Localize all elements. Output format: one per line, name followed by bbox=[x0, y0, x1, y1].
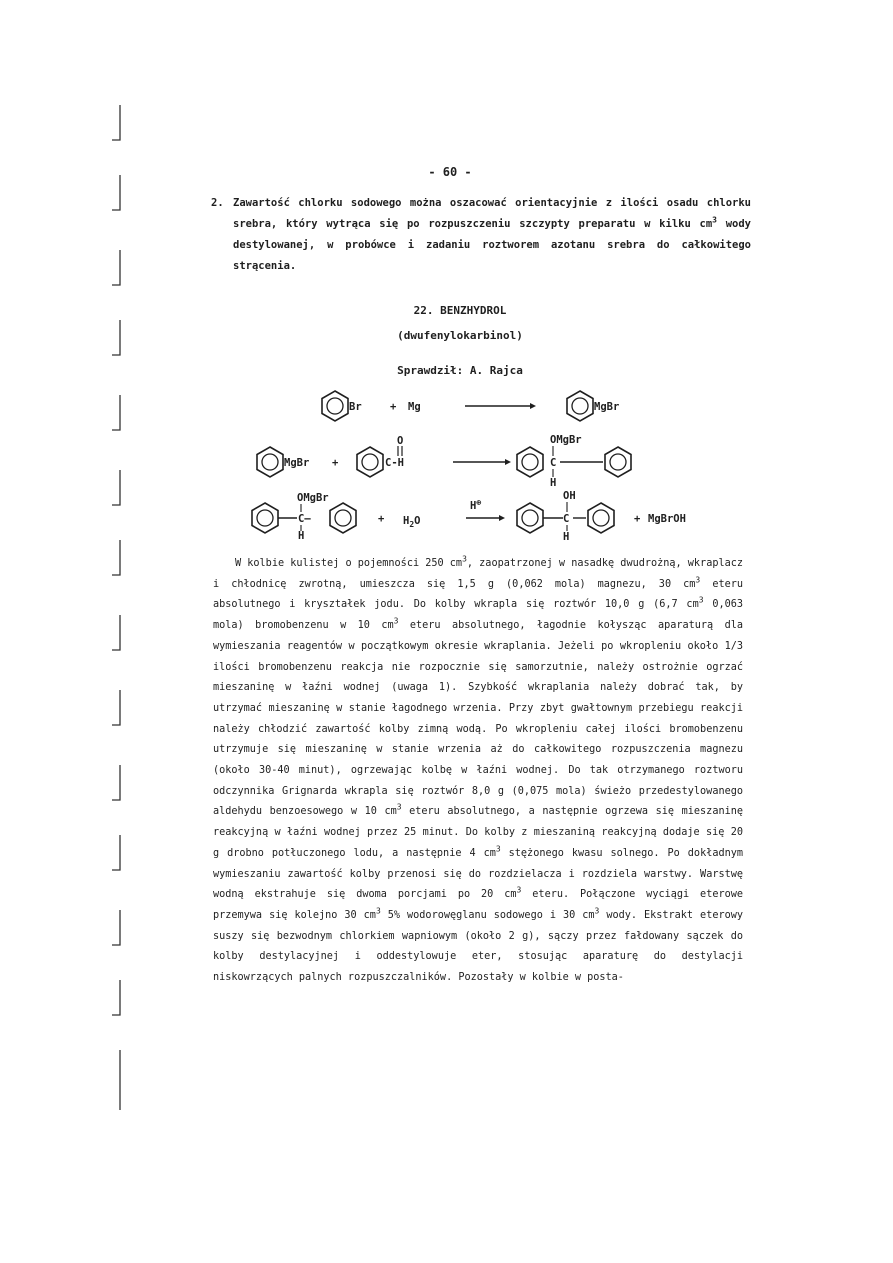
r3-plus2: + bbox=[634, 513, 641, 525]
benzene-ring bbox=[517, 447, 543, 477]
procedure-paragraph: W kolbie kulistej o pojemności 250 $cm^3$, zaopatrzonej w nasadkę dwudrożną, wkraplacz i chłodnicę zwrotną, umieszcza się 1,5 g (0,062 mola) magnezu, 30 $cm^3$ eteru absolutnego i kryształek jodu. Do kolby wkrapla się roztwór 10,0 g (6,7 $cm^3$ 0,063 mola) bromobenzenu w 10 $cm^3$ eteru absolutnego, łagodnie kołysząc aparaturą dla wymieszania reagentów w początkowym okresie wkraplania. Jeżeli po wkropleniu około 1/3 ilości bromobenzenu reakcja nie rozpocznie się samorzutnie, należy ostrożnie ogrzać mieszaninę w łaźni wodnej (uwaga 1). Szybkość wkraplania należy dobrać tak, by utrzymać mieszaninę w stanie łagodnego wrzenia. Przy zbyt gwałtownym przebiegu reakcji należy chłodzić zawartość kolby zimną wodą. Po wkropleniu całej ilości bromobenzenu utrzymuje się mieszaninę w stanie wrzenia aż do całkowitego rozpuszczenia magnezu (około 30-40 minut), ogrzewając kolbę w łaźni wodnej. Do tak otrzymanego roztworu odczynnika Grignarda wkrapla się roztwór 8,0 g (0,075 mola) świeżo przedestylowanego aldehydu benzoesowego w 10 $cm^3$ eteru absolutnego, a następnie ogrzewa się mieszaninę reakcyjną w łaźni wodnej przez 25 minut. Do kolby z mieszaniną reakcyjną dodaje się 20 g drobno potłuczonego lodu, a następnie 4 $cm^3$ stężonego kwasu solnego. Po dokładnym wymieszaniu zawartość kolby przenosi się do rozdzielacza i rozdziela warstwy. Warstwę wodną ekstrahuje się dwoma porcjami po 20 $cm^3$ eteru. Połączone wyciągi eterowe przemywa się kolejno 30 $cm^3$ 5% wodorowęglanu sodowego i 30 $cm^3$ wody. Ekstrakt eterowy suszy się bezwodnym chlorkiem wapniowym (około 2 g), sączy przez fałdowany sączek do kolby destylacyjnej i oddestylowuje eter, stosując aparaturę do destylacji niskowrzących palnych rozpuszczalników. Pozostały w kolbie w posta- bbox=[213, 554, 743, 984]
reaction-3 bbox=[252, 490, 686, 543]
r3-omgbr: OMgBr bbox=[297, 492, 329, 504]
checked-by: Sprawdził: A. Rajca bbox=[397, 364, 523, 377]
reaction-1 bbox=[322, 391, 619, 421]
r3-mgbroh: MgBrOH bbox=[648, 513, 686, 525]
r2-ch: C-H bbox=[385, 457, 404, 469]
reaction-2 bbox=[257, 434, 631, 489]
r3-arrowhead bbox=[499, 515, 505, 521]
r3-c2: C bbox=[563, 513, 570, 525]
r2-c: C bbox=[550, 457, 557, 469]
r3-h: H bbox=[298, 530, 305, 542]
benzene-ring bbox=[517, 503, 543, 533]
benzene-ring bbox=[605, 447, 631, 477]
r2-arrowhead bbox=[505, 459, 511, 465]
r1-plus: + bbox=[390, 401, 397, 413]
section-title: 22. BENZHYDROL bbox=[413, 304, 507, 317]
r2-h: H bbox=[550, 477, 557, 489]
binder-margin-marks bbox=[108, 100, 128, 1120]
benzene-ring bbox=[257, 447, 283, 477]
r3-oh: OH bbox=[563, 490, 576, 502]
section-subtitle: (dwufenylokarbinol) bbox=[397, 329, 523, 342]
benzene-ring bbox=[357, 447, 383, 477]
note-number: 2. bbox=[211, 197, 224, 209]
r3-h2: H bbox=[563, 531, 570, 543]
note-text: Zawartość chlorku sodowego można oszacować orientacyjnie z ilości osadu chlorku srebra, który wytrąca się po rozpuszczeniu szczypty preparatu w kilku $cm^3$ wody destylowanej, w probówce i zadaniu roztworem azotanu srebra do całkowitego strącenia. bbox=[233, 197, 751, 272]
r3-c: C– bbox=[298, 513, 311, 525]
benzene-ring bbox=[588, 503, 614, 533]
benzene-ring bbox=[330, 503, 356, 533]
r2-omgbr: OMgBr bbox=[550, 434, 582, 446]
r1-br: Br bbox=[349, 401, 362, 413]
benzene-ring bbox=[567, 391, 593, 421]
r1-mgbr: MgBr bbox=[594, 401, 620, 413]
r3-plus: + bbox=[378, 513, 385, 525]
r2-o: O bbox=[397, 435, 404, 447]
reaction-scheme bbox=[230, 385, 710, 545]
benzene-ring bbox=[322, 391, 348, 421]
note-2 bbox=[211, 193, 751, 277]
r3-water: $H_2O$ bbox=[403, 515, 421, 529]
r2-plus: + bbox=[332, 457, 339, 469]
r1-arrowhead bbox=[530, 403, 536, 409]
r2-mgbr: MgBr bbox=[284, 457, 310, 469]
page-number: - 60 - bbox=[428, 165, 472, 179]
r3-catalyst: H⊕ bbox=[470, 498, 482, 512]
procedure-text bbox=[213, 554, 743, 989]
benzene-ring bbox=[252, 503, 278, 533]
r1-mg: Mg bbox=[408, 401, 421, 413]
